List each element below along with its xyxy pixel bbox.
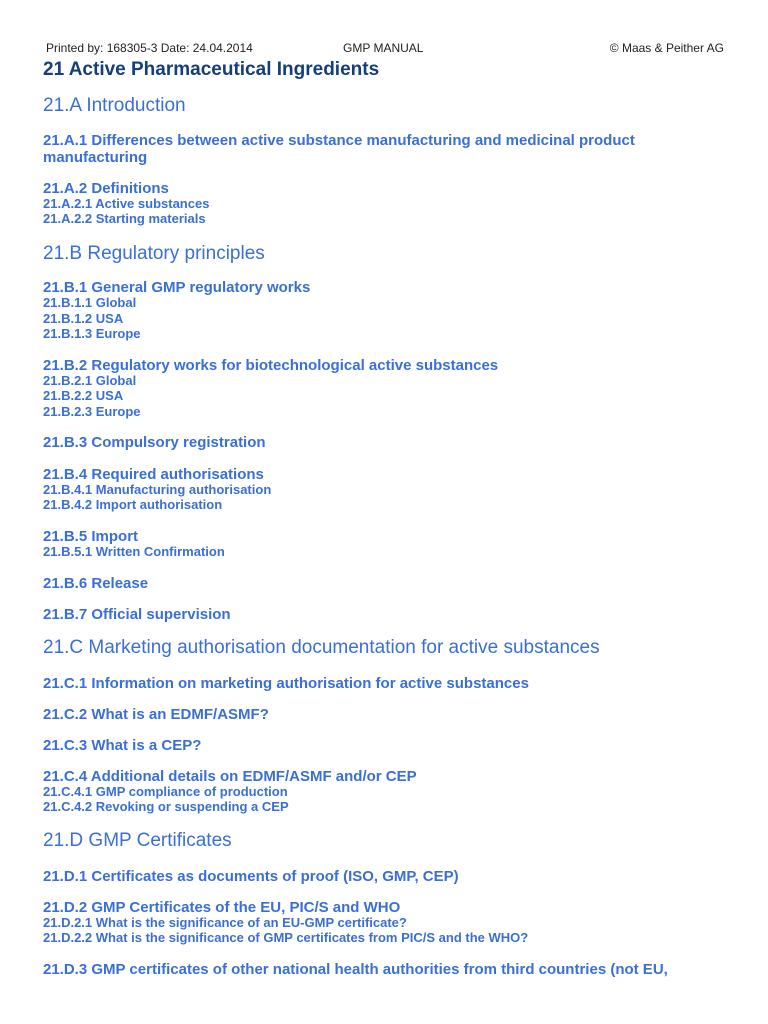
toc-subsection-21b2[interactable]: 21.B.2 Regulatory works for biotechnological active substances	[43, 357, 499, 374]
toc-subsection-21b3[interactable]: 21.B.3 Compulsory registration	[43, 434, 266, 451]
toc-subsection-21a1[interactable]: 21.A.1 Differences between active substance manufacturing and medicinal product manufacturing	[43, 132, 635, 167]
copyright-notice: © Maas & Peither AG	[609, 41, 724, 55]
toc-item-21d21[interactable]: 21.D.2.1 What is the significance of an EU-GMP certificate?	[43, 915, 407, 930]
toc-section-21c[interactable]: 21.C Marketing authorisation documentation for active substances	[43, 637, 600, 658]
toc-subsection-21c1[interactable]: 21.C.1 Information on marketing authorisation for active substances	[43, 675, 529, 692]
toc-subsection-21b4[interactable]: 21.B.4 Required authorisations	[43, 466, 264, 483]
toc-item-21b22[interactable]: 21.B.2.2 USA	[43, 388, 124, 403]
toc-subsection-21c3[interactable]: 21.C.3 What is a CEP?	[43, 737, 202, 754]
page-header	[46, 41, 724, 57]
toc-subsection-21a2[interactable]: 21.A.2 Definitions	[43, 180, 169, 197]
toc-section-21d[interactable]: 21.D GMP Certificates	[43, 830, 232, 851]
toc-item-21b21[interactable]: 21.B.2.1 Global	[43, 373, 137, 388]
toc-item-21c42[interactable]: 21.C.4.2 Revoking or suspending a CEP	[43, 799, 289, 814]
toc-item-21a22[interactable]: 21.A.2.2 Starting materials	[43, 211, 206, 226]
toc-item-21b12[interactable]: 21.B.1.2 USA	[43, 311, 124, 326]
toc-item-21d22[interactable]: 21.D.2.2 What is the significance of GMP certificates from PIC/S and the WHO?	[43, 930, 529, 945]
toc-item-21b13[interactable]: 21.B.1.3 Europe	[43, 326, 141, 341]
toc-item-21b42[interactable]: 21.B.4.2 Import authorisation	[43, 497, 223, 512]
toc-subsection-21d1[interactable]: 21.D.1 Certificates as documents of proof (ISO, GMP, CEP)	[43, 868, 459, 885]
toc-subsection-21c2[interactable]: 21.C.2 What is an EDMF/ASMF?	[43, 706, 269, 723]
manual-name: GMP MANUAL	[343, 41, 424, 55]
toc-item-21b23[interactable]: 21.B.2.3 Europe	[43, 404, 141, 419]
toc-subsection-21c4[interactable]: 21.C.4 Additional details on EDMF/ASMF and/or CEP	[43, 768, 417, 785]
toc-item-21b11[interactable]: 21.B.1.1 Global	[43, 295, 137, 310]
toc-subsection-21b1[interactable]: 21.B.1 General GMP regulatory works	[43, 279, 311, 296]
printed-by-info: Printed by: 168305-3 Date: 24.04.2014	[46, 41, 253, 55]
toc-subsection-21b6[interactable]: 21.B.6 Release	[43, 575, 149, 592]
chapter-title: 21 Active Pharmaceutical Ingredients	[43, 59, 380, 80]
toc-item-21b41[interactable]: 21.B.4.1 Manufacturing authorisation	[43, 482, 272, 497]
toc-item-21b51[interactable]: 21.B.5.1 Written Confirmation	[43, 544, 225, 559]
toc-item-21a21[interactable]: 21.A.2.1 Active substances	[43, 196, 210, 211]
toc-section-21b[interactable]: 21.B Regulatory principles	[43, 243, 265, 264]
toc-subsection-21d2[interactable]: 21.D.2 GMP Certificates of the EU, PIC/S and WHO	[43, 899, 401, 916]
toc-subsection-21b5[interactable]: 21.B.5 Import	[43, 528, 139, 545]
toc-section-21a[interactable]: 21.A Introduction	[43, 95, 186, 116]
toc-subsection-21b7[interactable]: 21.B.7 Official supervision	[43, 606, 231, 623]
toc-item-21c41[interactable]: 21.C.4.1 GMP compliance of production	[43, 784, 288, 799]
toc-subsection-21d3[interactable]: 21.D.3 GMP certificates of other national health authorities from third countries (not EU,	[43, 961, 668, 978]
